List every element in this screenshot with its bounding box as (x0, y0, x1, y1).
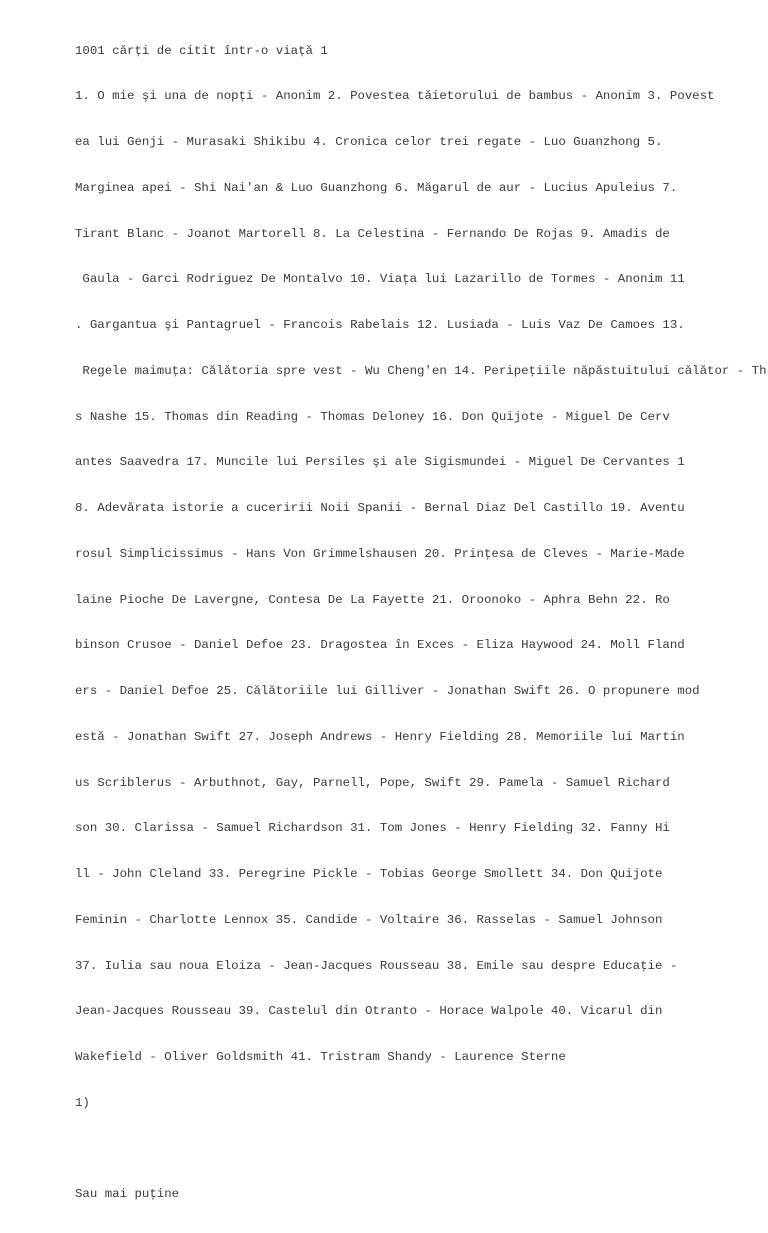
text-line: Regele maimuţa: Călătoria spre vest - Wu Cheng'en 14. Peripeţiile năpăstuitului călător - Th (75, 363, 767, 378)
blank-line (75, 1142, 767, 1157)
text-line: ll - John Cleland 33. Peregrine Pickle - Tobias George Smollett 34. Don Quijote (75, 867, 663, 881)
text-line: us Scriblerus - Arbuthnot, Gay, Parnell, Pope, Swift 29. Pamela - Samuel Richard (75, 775, 670, 790)
text-line: 1. O mie şi una de nopţi - Anonim 2. Povestea tăietorului de bambus - Anonim 3. Povest (75, 89, 715, 104)
text-line: Gaula - Garci Rodriguez De Montalvo 10. Viaţa lui Lazarillo de Tormes - Anonim 11 (75, 272, 685, 287)
text-line: estă - Jonathan Swift 27. Joseph Andrews - Henry Fielding 28. Memoriile lui Martin (75, 729, 685, 744)
text-line: Jean-Jacques Rousseau 39. Castelul din Otranto - Horace Walpole 40. Vicarul din (75, 1004, 663, 1019)
document-title: 1001 cărți de citit într-o viață 1 (75, 43, 328, 58)
text-line: Feminin - Charlotte Lennox 35. Candide - Voltaire 36. Rasselas - Samuel Johnson (75, 912, 663, 927)
text-line: ers - Daniel Defoe 25. Călătoriile lui Gilliver - Jonathan Swift 26. O propunere mod (75, 684, 700, 698)
footer-line: Sau mai puţine (75, 1187, 180, 1202)
text-line: son 30. Clarissa - Samuel Richardson 31. Tom Jones - Henry Fielding 32. Fanny Hi (75, 821, 670, 836)
text-line: Tirant Blanc - Joanot Martorell 8. La Celestina - Fernando De Rojas 9. Amadis de (75, 226, 670, 241)
text-line: s Nashe 15. Thomas din Reading - Thomas Deloney 16. Don Quijote - Miguel De Cerv (75, 409, 670, 424)
text-line: 37. Iulia sau noua Eloiza - Jean-Jacques Rousseau 38. Emile sau despre Educaţie - (75, 958, 678, 973)
text-line: antes Saavedra 17. Muncile lui Persiles şi ale Sigismundei - Miguel De Cervantes 1 (75, 455, 685, 470)
document-text (75, 13, 767, 1233)
text-line: . Gargantua şi Pantagruel - Francois Rabelais 12. Lusiada - Luis Vaz De Camoes 13. (75, 318, 685, 332)
text-line: laine Pioche De Lavergne, Contesa De La Fayette 21. Oroonoko - Aphra Behn 22. Ro (75, 592, 670, 607)
text-line: Wakefield - Oliver Goldsmith 41. Tristram Shandy - Laurence Sterne (75, 1050, 566, 1064)
text-line: 8. Adevărata istorie a cuceririi Noii Spanii - Bernal Diaz Del Castillo 19. Aventu (75, 501, 685, 515)
text-line: 1) (75, 1095, 90, 1110)
text-line: rosul Simplicissimus - Hans Von Grimmelshausen 20. Prinţesa de Cleves - Marie-Made (75, 546, 685, 561)
text-line: binson Crusoe - Daniel Defoe 23. Dragostea în Exces - Eliza Haywood 24. Moll Fland (75, 638, 685, 653)
text-line: ea lui Genji - Murasaki Shikibu 4. Cronica celor trei regate - Luo Guanzhong 5. (75, 135, 663, 149)
text-line: Marginea apei - Shi Nai'an & Luo Guanzhong 6. Măgarul de aur - Lucius Apuleius 7. (75, 180, 678, 195)
